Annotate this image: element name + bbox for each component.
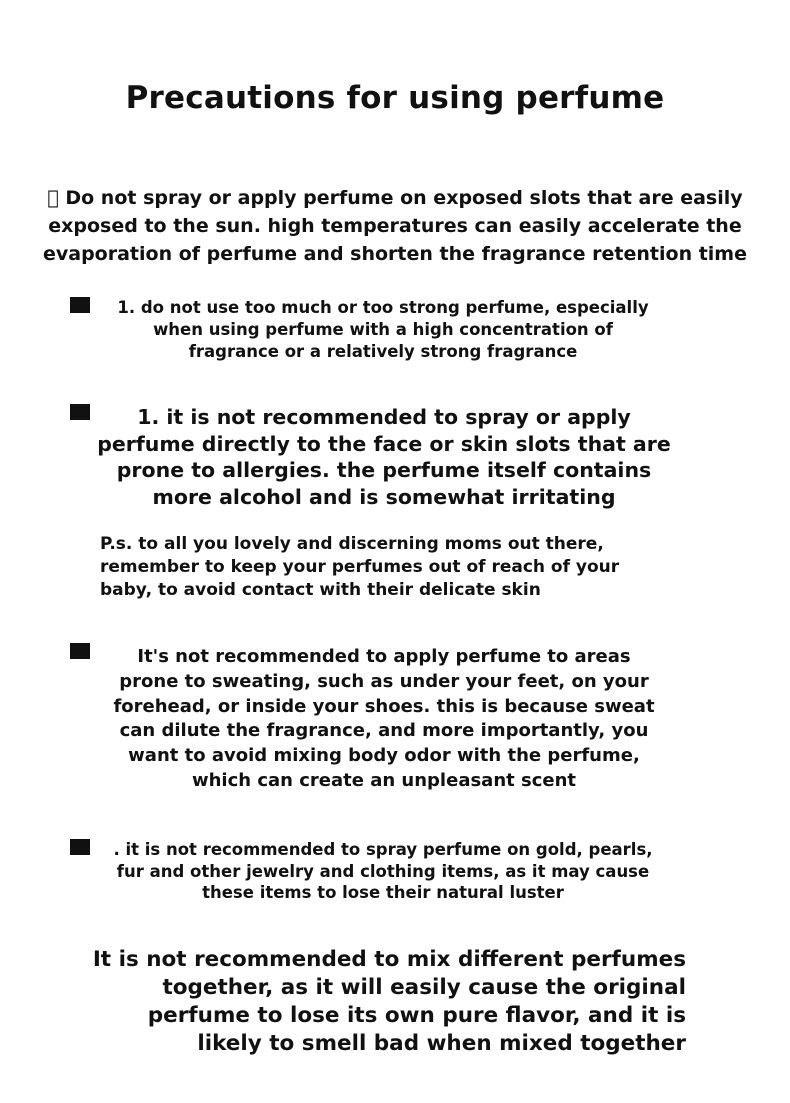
precaution-face-skin [70, 404, 698, 510]
text-line: Do not spray or apply perfume on exposed slots that are easily [56, 187, 734, 209]
precaution-sun-exposure [20, 184, 770, 268]
text-line: when using perfume with a high concentration of [153, 320, 613, 339]
text-line: 1. do not use too much or too strong perfume, especially [117, 298, 649, 317]
page-title: Precautions for using perfume [125, 80, 665, 116]
text-line: It's not recommended to apply perfume to areas [137, 646, 631, 667]
text-line: prone to allergies. the perfume itself contains [116, 458, 652, 482]
precaution-mixing-perfumes [40, 946, 686, 1058]
text-line: perfume to lose its own pure flavor, and it is [147, 1003, 686, 1028]
precaution-sweating-areas [70, 645, 698, 794]
text-line: together, as it will easily cause the original [162, 975, 686, 1000]
text-line: fur and other jewelry and clothing items, as it may cause [116, 861, 650, 881]
text-line: these items to lose their natural luster [202, 883, 564, 902]
text-line: more alcohol and is somewhat irritating [152, 484, 616, 509]
text-line: . it is not recommended to spray perfume on gold, pearls, [113, 840, 653, 859]
text-line: which can create an unpleasant scent [191, 769, 577, 791]
text-line: perfume directly to the face or skin slots that are [97, 431, 671, 456]
note-moms-baby [100, 533, 700, 602]
text-line: 1. it is not recommended to spray or apply [137, 405, 631, 429]
bullet-square-icon [70, 297, 90, 313]
text-line: fragrance or a relatively strong fragrance [188, 342, 578, 361]
text-line: P.s. to all you lovely and discerning moms out there, [100, 534, 604, 554]
text-line: forehead, or inside your shoes. this is because sweat [113, 695, 655, 717]
text-line: likely to smell bad when mixed together [197, 1031, 686, 1056]
text-line: baby, to avoid contact with their delicate skin [100, 580, 541, 600]
text-line: exposed to the sun. high temperatures can easily accelerate the [48, 215, 742, 237]
text-line: want to avoid mixing body odor with the perfume, [128, 745, 640, 767]
text-line: remember to keep your perfumes out of reach of your [100, 557, 620, 577]
precaution-jewelry-clothing [80, 839, 686, 904]
text-line: prone to sweating, such as under your feet, on your [119, 670, 649, 692]
text-line: It is not recommended to mix different perfumes [92, 947, 686, 972]
text-line: can dilute the fragrance, and more importantly, you [119, 720, 649, 742]
text-line: evaporation of perfume and shorten the fragrance retention time [42, 243, 747, 265]
precaution-amount [90, 297, 676, 363]
